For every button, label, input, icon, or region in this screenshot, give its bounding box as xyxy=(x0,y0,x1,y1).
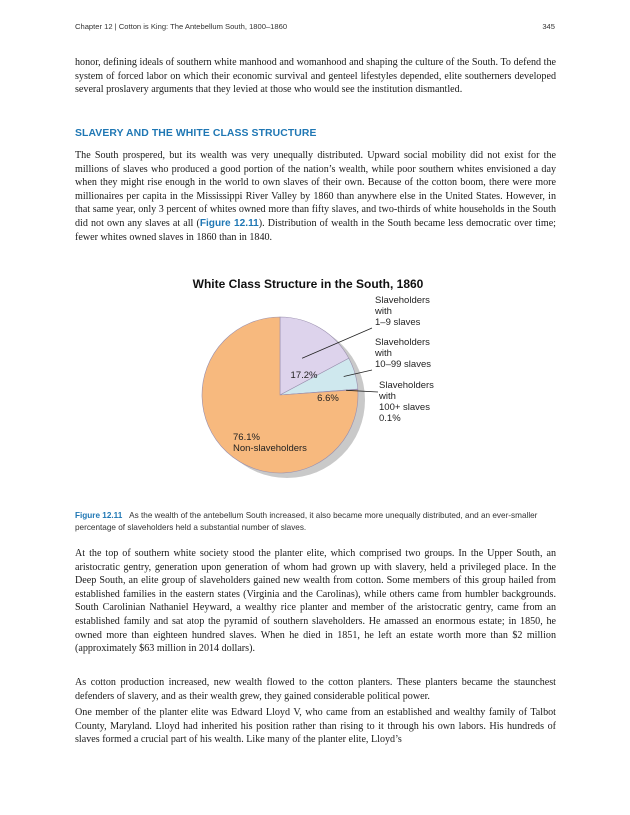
label-10-99-line-3: 10–99 slaves xyxy=(375,359,431,370)
chapter-title: Chapter 12 | Cotton is King: The Antebellum South, 1800–1860 xyxy=(75,22,288,31)
page-number: 345 xyxy=(542,22,555,31)
cotton-planters-paragraph: As cotton production increased, new wealth flowed to the cotton planters. These planters became the staunchest defenders of slavery, and as their wealth grew, they gained considerable political power. xyxy=(75,677,556,702)
pie-chart xyxy=(0,270,630,500)
caption-text: As the wealth of the antebellum South increased, it also became more unequally distributed, and an ever-smaller percentage of slaveholders held a substantial number of slaves. xyxy=(75,511,538,532)
label-100-line-2: with xyxy=(379,391,396,402)
label-group-10-99 xyxy=(374,337,431,370)
running-head xyxy=(75,22,555,34)
intro-paragraph: honor, defining ideals of southern white manhood and womanhood and shaping the culture of the South. To defend the system of forced labor on which their economic survival and genteel lifestyles depended, elite southerners developed several proslavery arguments that they levied at those who would see the institution dismantled. xyxy=(75,57,556,96)
chart-title: White Class Structure in the South, 1860 xyxy=(192,277,424,291)
planter-elite-paragraph: At the top of southern white society stood the planter elite, which comprised two groups. In the Upper South, an aristocratic gentry, generation upon generation of whom had grown up with slavery, held a privileged place. In the Deep South, an elite group of slaveholders gained new wealth from cotton. Some members of this group hailed from established families in the eastern states (Virginia and the Carolinas), while others came from humbler backgrounds. South Carolinian Nathaniel Heyward, a wealthy rice planter and member of the aristocratic gentry, came from an established family and sat atop the pyramid of southern slaveholders. He amassed an enormous estate; in 1850, he owned more than eighteen hundred slaves. When he died in 1851, he left an estate worth more than $2 million (approximately $63 million in 2014 dollars). xyxy=(75,548,556,655)
label-group-1-9 xyxy=(374,295,430,328)
label-1-9-line-1: Slaveholders xyxy=(375,295,430,306)
wealth-paragraph xyxy=(75,149,556,244)
label-10-99-line-2: with xyxy=(375,348,392,359)
slice-value-label-non: 76.1% xyxy=(233,432,260,443)
section-heading: SLAVERY AND THE WHITE CLASS STRUCTURE xyxy=(75,128,317,139)
label-group-100-plus xyxy=(378,380,434,424)
label-1-9-line-3: 1–9 slaves xyxy=(375,317,421,328)
label-1-9-line-2: with xyxy=(375,306,392,317)
label-100-line-1: Slaveholders xyxy=(379,380,434,391)
wealth-paragraph-text-b: ). Distribution of wealth in the South became less democratic over time; fewer whites owned slaves in 1860 than in 1840. xyxy=(75,217,556,243)
lloyd-paragraph: One member of the planter elite was Edward Lloyd V, who came from an established and wealthy family of Talbot County, Maryland. Lloyd had inherited his position rather than rising to it through his own labors. His hundreds of slaves formed a crucial part of his wealth. Like many of the planter elite, Lloyd’s xyxy=(75,707,556,746)
caption-figure-number: Figure 12.11 xyxy=(75,511,123,520)
label-100-value: 0.1% xyxy=(379,413,401,424)
label-100-line-3: 100+ slaves xyxy=(379,402,430,413)
figure-link[interactable]: Figure 12.11 xyxy=(199,217,259,229)
wealth-paragraph-text-a: The South prospered, but its wealth was very unequally distributed. Upward social mobility did not exist for the millions of slaves who produced a good portion of the nation’s wealth, while poor southern whites envisioned a day when they might rise enough in the world to own slaves of their own. Because of the cotton boom, there were more millionaires per capita in the Mississippi River Valley by 1860 than anywhere else in the United States. However, in that same year, only 3 percent of whites owned more than fifty slaves, and two-thirds of white households in the South did not own any slaves at all ( xyxy=(75,150,556,229)
slice-value-label-10-99: 6.6% xyxy=(317,393,339,404)
slice-name-label-non: Non-slaveholders xyxy=(233,443,307,454)
figure-caption xyxy=(75,510,555,533)
label-10-99-line-1: Slaveholders xyxy=(375,337,430,348)
slice-value-label-1-9: 17.2% xyxy=(290,370,318,381)
